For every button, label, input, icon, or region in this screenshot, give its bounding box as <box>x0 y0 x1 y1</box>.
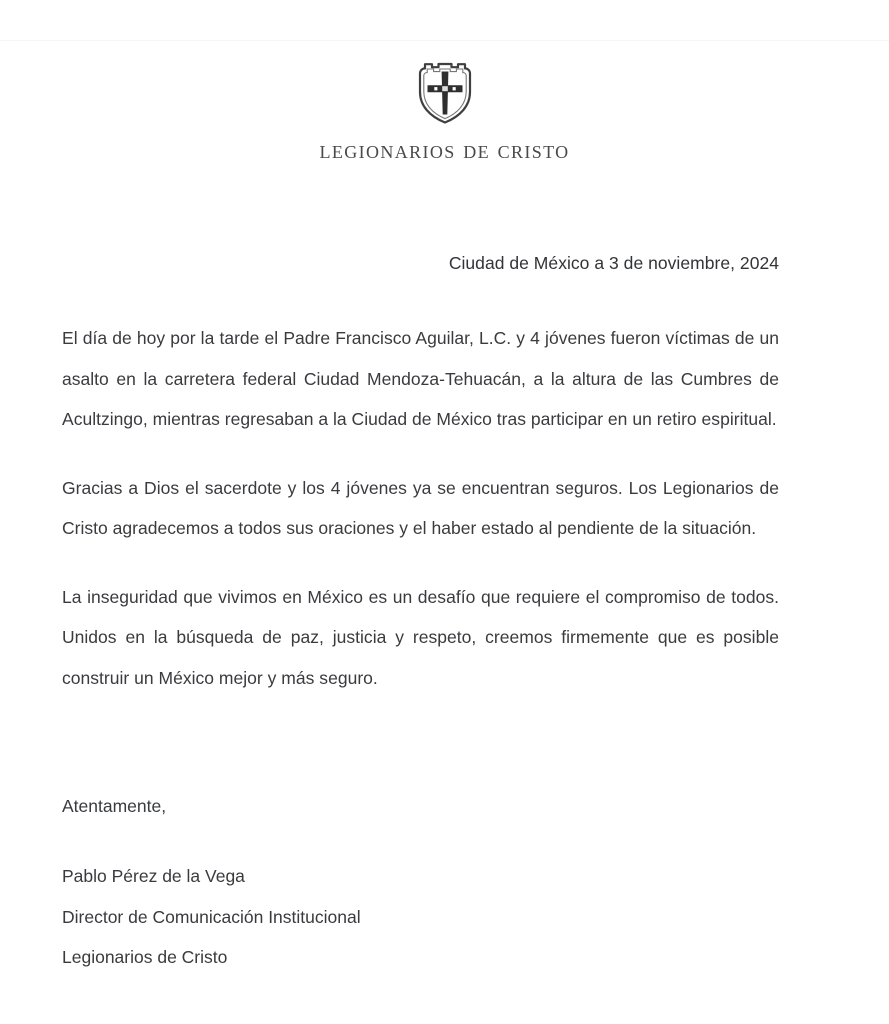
closing-salutation: Atentamente, <box>62 796 167 816</box>
paragraph-1: El día de hoy por la tarde el Padre Francisco Aguilar, L.C. y 4 jóvenes fueron víctimas de un asalto en la carretera federal Ciudad Mendoza-Tehuacán, a la altura de las Cumbres de Acultzingo, mientras regresaban a la Ciudad de México tras participar en un retiro espiritual. <box>62 328 779 429</box>
wordmark-legionarios-de-cristo: legionarios de cristo <box>319 137 570 164</box>
letterhead <box>0 0 889 163</box>
signature-block <box>62 856 779 978</box>
date-line: Ciudad de México a 3 de noviembre, 2024 <box>448 253 779 273</box>
page-top-seam <box>0 40 889 41</box>
signatory-organization: Legionarios de Cristo <box>62 947 228 967</box>
signatory-title: Director de Comunicación Institucional <box>62 906 361 927</box>
shield-cross-icon <box>416 62 474 124</box>
paragraph-group <box>62 318 779 698</box>
paragraph-3: La inseguridad que vivimos en México es un desafío que requiere el compromiso de todos. Unidos en la búsqueda de paz, justicia y respeto, creemos firmemente que es posible construir un México mejor y más seguro. <box>62 586 779 688</box>
signatory-name: Pablo Pérez de la Vega <box>62 866 245 886</box>
paragraph-2: Gracias a Dios el sacerdote y los 4 jóvenes ya se encuentran seguros. Los Legionarios de Cristo agradecemos a todos sus oraciones y el haber estado al pendiente de la situación. <box>62 477 779 538</box>
